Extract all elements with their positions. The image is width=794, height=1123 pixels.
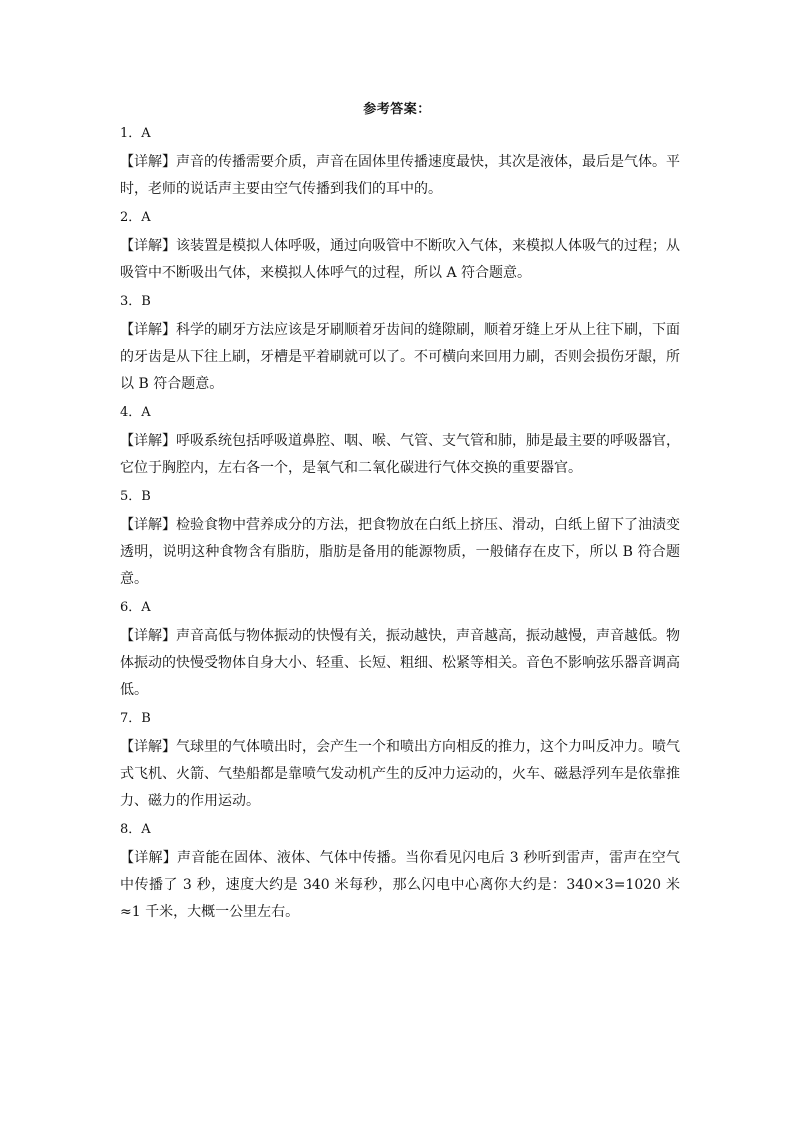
answer-number: 3．B (120, 294, 151, 309)
page-title: 参考答案： (363, 102, 431, 117)
answer-item-2 (120, 208, 680, 287)
explanation-label: 【详解】 (120, 517, 176, 533)
explanation-label: 【详解】 (120, 433, 176, 449)
explanation-text: 声音高低与物体振动的快慢有关，振动越快，声音越高，振动越慢，声音越低。物体振动的快慢受物体自身大小、轻重、长短、粗细、松紧等相关。音色不影响弦乐器音调高低。 (120, 628, 680, 698)
answer-list (120, 124, 680, 931)
explanation-label: 【详解】 (120, 739, 176, 755)
answer-number: 4．A (120, 405, 151, 420)
explanation-label: 【详解】 (120, 850, 178, 866)
explanation-text: 声音能在固体、液体、气体中传播。当你看见闪电后 3 秒听到雷声，雷声在空气中传播了 3 秒，速度大约是 340 米每秒，那么闪电中心离你大约是：340×3=1020 米≈1 千米，大概一公里左右。 (120, 850, 680, 920)
answer-item-5 (120, 487, 680, 593)
answer-item-4 (120, 403, 680, 482)
answer-explanation (120, 623, 680, 704)
explanation-text: 呼吸系统包括呼吸道鼻腔、咽、喉、气管、支气管和肺，肺是最主要的呼吸器官，它位于胸腔内，左右各一个，是氧气和二氧化碳进行气体交换的重要器官。 (120, 433, 680, 476)
answer-explanation (120, 512, 680, 593)
explanation-label: 【详解】 (120, 154, 176, 170)
answer-item-1 (120, 124, 680, 203)
answer-explanation (120, 845, 680, 926)
answer-explanation (120, 233, 680, 287)
answer-number: 5．B (120, 489, 151, 504)
explanation-text: 气球里的气体喷出时，会产生一个和喷出方向相反的推力，这个力叫反冲力。喷气式飞机、火箭、气垫船都是靠喷气发动机产生的反冲力运动的，火车、磁悬浮列车是依靠推力、磁力的作用运动。 (120, 739, 680, 809)
answer-explanation (120, 428, 680, 482)
answer-number: 6．A (120, 600, 151, 615)
answer-explanation (120, 149, 680, 203)
explanation-label: 【详解】 (120, 322, 176, 338)
explanation-label: 【详解】 (120, 628, 176, 644)
answer-item-3 (120, 292, 680, 398)
answer-number: 1．A (120, 126, 151, 141)
answer-item-7 (120, 709, 680, 815)
explanation-text: 检验食物中营养成分的方法，把食物放在白纸上挤压、滑动，白纸上留下了油渍变透明，说明这种食物含有脂肪，脂肪是备用的能源物质，一般储存在皮下，所以 B 符合题意。 (120, 517, 680, 587)
answer-number: 7．B (120, 711, 151, 726)
answer-number: 2．A (120, 210, 151, 225)
explanation-label: 【详解】 (120, 238, 176, 254)
explanation-text: 科学的刷牙方法应该是牙刷顺着牙齿间的缝隙刷，顺着牙缝上牙从上往下刷，下面的牙齿是从下往上刷，牙槽是平着刷就可以了。不可横向来回用力刷，否则会损伤牙龈，所以 B 符合题意。 (120, 322, 680, 392)
answer-item-6 (120, 598, 680, 704)
answer-number: 8．A (120, 822, 151, 837)
explanation-text: 声音的传播需要介质，声音在固体里传播速度最快，其次是液体，最后是气体。平时，老师的说话声主要由空气传播到我们的耳中的。 (120, 154, 680, 197)
explanation-text: 该装置是模拟人体呼吸，通过向吸管中不断吹入气体，来模拟人体吸气的过程；从吸管中不断吸出气体，来模拟人体呼气的过程，所以 A 符合题意。 (120, 238, 680, 281)
answer-explanation (120, 734, 680, 815)
answer-item-8 (120, 820, 680, 926)
answer-explanation (120, 317, 680, 398)
